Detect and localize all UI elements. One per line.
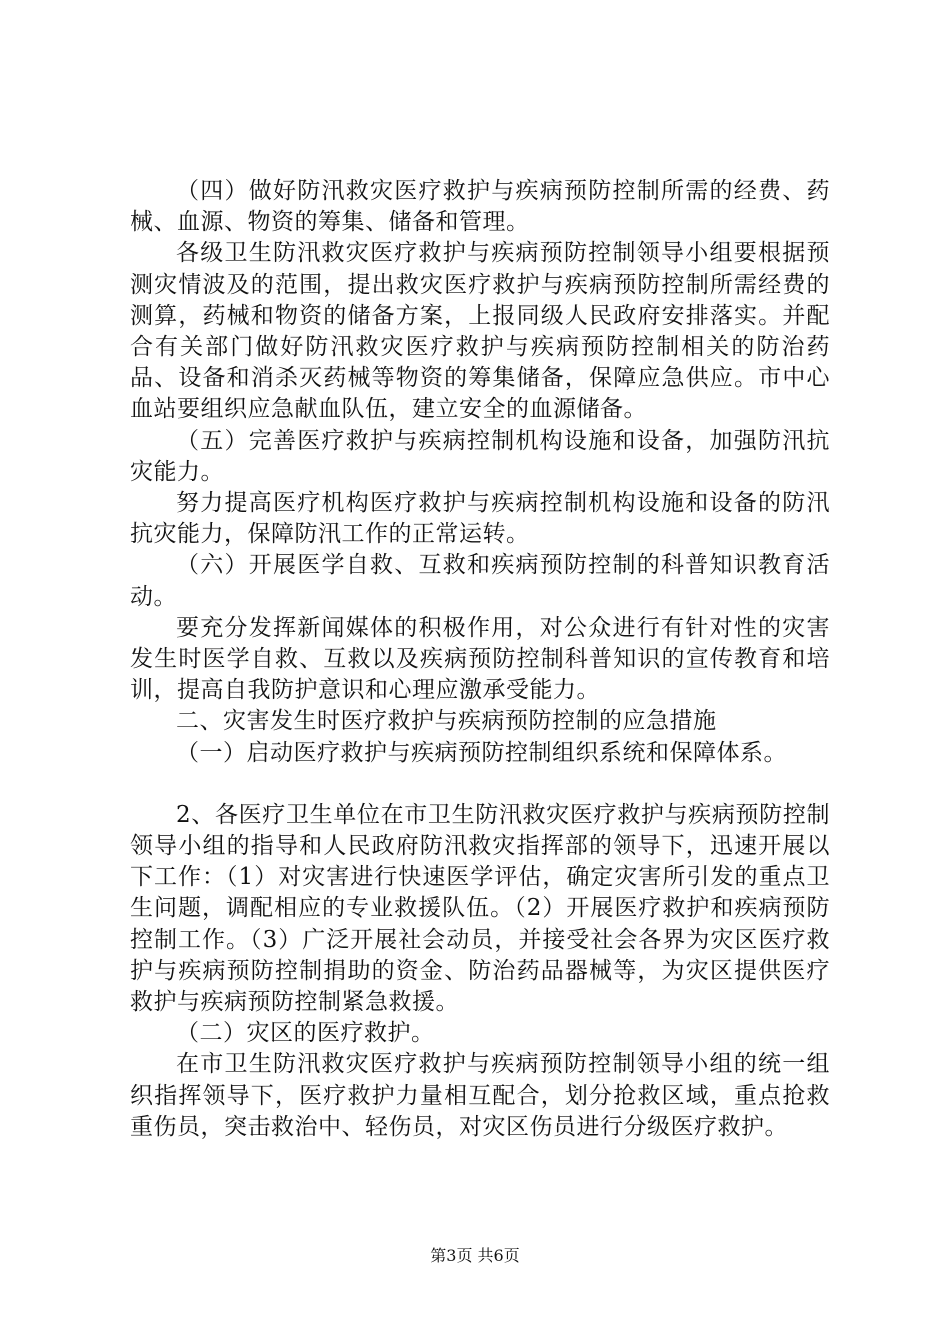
page-footer: 第3页 共6页	[430, 1246, 520, 1265]
body-paragraph: 在市卫生防汛救灾医疗救护与疾病预防控制领导小组的统一组织指挥领导下，医疗救护力量相互配合，划分抢救区域，重点抢救重伤员，突击救治中、轻伤员，对灾区伤员进行分级医疗救护。	[130, 1051, 830, 1140]
chapter-heading-2: 二、灾害发生时医疗救护与疾病预防控制的应急措施	[176, 708, 717, 735]
section-heading-2: （二）灾区的医疗救护。	[176, 1020, 435, 1047]
body-paragraph: 要充分发挥新闻媒体的积极作用，对公众进行有针对性的灾害发生时医学自救、互救以及疾病预防控制科普知识的宣传教育和培训，提高自我防护意识和心理应激承受能力。	[130, 614, 830, 704]
document-body	[130, 176, 830, 1143]
paragraph-gap	[130, 769, 830, 800]
section-heading-6: （六）开展医学自救、互救和疾病预防控制的科普知识教育活动。	[130, 552, 830, 610]
body-paragraph: 各级卫生防汛救灾医疗救护与疾病预防控制领导小组要根据预测灾情波及的范围，提出救灾医疗救护与疾病预防控制所需经费的测算，药械和物资的储备方案，上报同级人民政府安排落实。并配合有关部门做好防汛救灾医疗救护与疾病预防控制相关的防治药品、设备和消杀灭药械等物资的筹集储备，保障应急供应。市中心血站要组织应急献血队伍，建立安全的血源储备。	[130, 240, 830, 423]
section-heading-4: （四）做好防汛救灾医疗救护与疾病预防控制所需的经费、药械、血源、物资的筹集、储备和管理。	[130, 178, 830, 236]
section-heading-1: （一）启动医疗救护与疾病预防控制组织系统和保障体系。	[176, 739, 787, 766]
body-paragraph: 2、各医疗卫生单位在市卫生防汛救灾医疗救护与疾病预防控制领导小组的指导和人民政府防汛救灾指挥部的领导下，迅速开展以下工作：（1）对灾害进行快速医学评估，确定灾害所引发的重点卫生问题，调配相应的专业救援队伍。（2）开展医疗救护和疾病预防控制工作。（3）广泛开展社会动员，并接受社会各界为灾区医疗救护与疾病预防控制捐助的资金、防治药品器械等，为灾区提供医疗救护与疾病预防控制紧急救援。	[130, 801, 830, 1016]
section-heading-5: （五）完善医疗救护与疾病控制机构设施和设备，加强防汛抗灾能力。	[130, 427, 830, 485]
body-paragraph: 努力提高医疗机构医疗救护与疾病控制机构设施和设备的防汛抗灾能力，保障防汛工作的正常运转。	[130, 490, 830, 548]
